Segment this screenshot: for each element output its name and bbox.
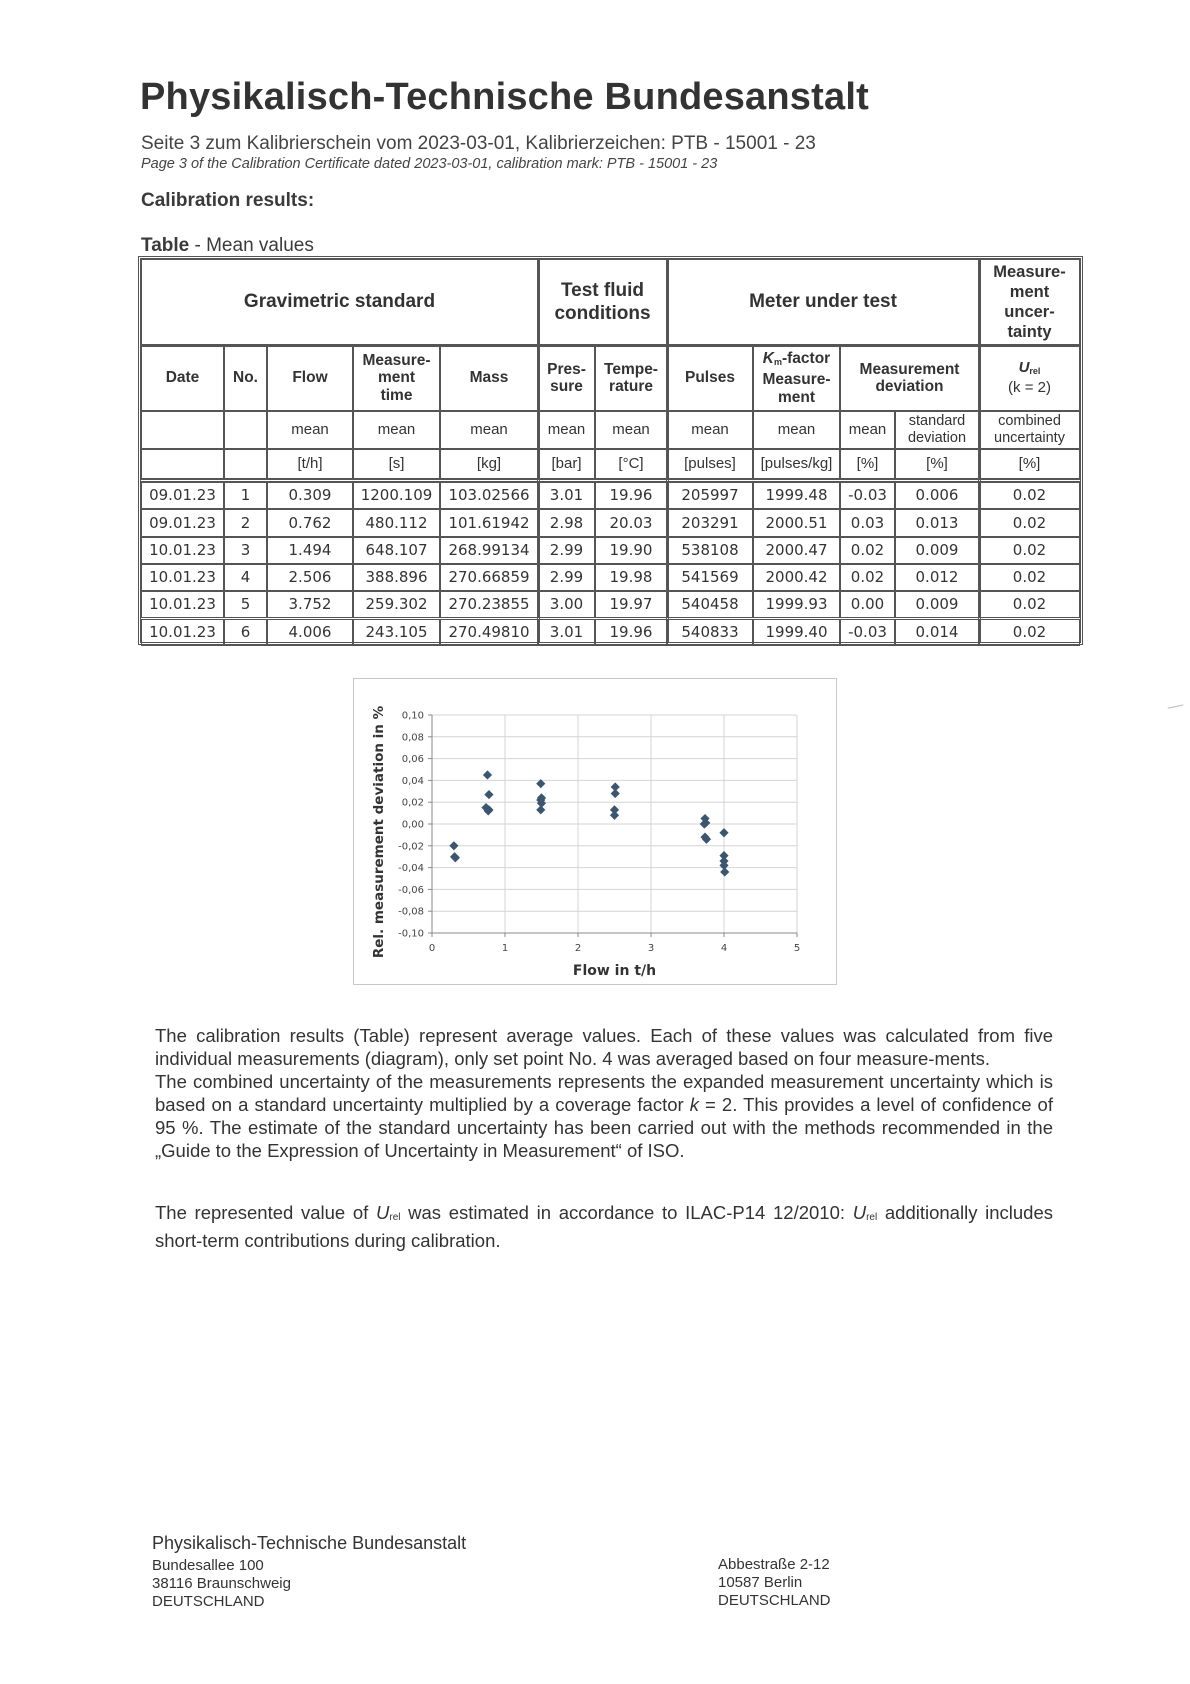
column-header-km-factor [753, 345, 840, 411]
data-point [610, 811, 619, 820]
column-header-deviation [840, 345, 979, 411]
table-cell [840, 619, 895, 646]
unit-label-dev_mean [840, 449, 895, 479]
cell-value: 268.99134 [448, 540, 530, 559]
cell-value: 1999.40 [765, 622, 828, 641]
table-cell [595, 482, 667, 509]
k-symbol: k [689, 1094, 699, 1115]
unit-label-mass [440, 449, 538, 479]
cell-value: 3.752 [288, 595, 332, 614]
cell-value: 10.01.23 [149, 622, 216, 641]
unit-label: [bar] [551, 454, 582, 472]
table-cell [979, 509, 1080, 536]
group-label: Measure-ment uncer-tainty [993, 263, 1066, 341]
cell-value: 5 [240, 595, 251, 614]
table-cell [440, 482, 538, 509]
y-tick-label: 0,10 [401, 710, 424, 722]
cell-value: 1 [240, 486, 251, 505]
table-cell [224, 482, 267, 509]
data-point [719, 828, 728, 837]
table-cell [667, 591, 753, 618]
cell-value: 3.00 [549, 595, 584, 614]
unit-label: [pulses] [684, 454, 736, 472]
y-tick-label: -0,04 [398, 863, 424, 875]
header-label: Measure-ment time [362, 351, 431, 404]
table-cell [224, 619, 267, 646]
cell-value: 19.96 [609, 486, 653, 505]
unit-label-flow [267, 449, 353, 479]
cell-value: 0.012 [915, 568, 959, 587]
cell-value: 19.96 [609, 622, 653, 641]
y-axis-label: Rel. measurement deviation in % [371, 705, 387, 959]
stat-label-pressure [538, 411, 595, 449]
km-label [762, 350, 832, 406]
table-cell [840, 482, 895, 509]
data-point [451, 853, 460, 862]
stat-label-km [753, 411, 840, 449]
table-cell [353, 619, 440, 646]
cell-value: -0.03 [848, 486, 887, 505]
table-cell [353, 564, 440, 591]
stat-label-temperature [595, 411, 667, 449]
cell-value: 2.99 [549, 540, 584, 559]
footer-organisation: Physikalisch-Technische Bundesanstalt [152, 1533, 467, 1553]
stat-label-urel [979, 411, 1080, 449]
table-cell [895, 564, 979, 591]
table-cell [840, 537, 895, 564]
table-cell [895, 619, 979, 646]
cell-value: 480.112 [365, 513, 428, 532]
cell-value: 10.01.23 [149, 540, 216, 559]
cell-value: 2 [240, 513, 251, 532]
group-label: Gravimetric standard [243, 291, 436, 313]
x-axis-label: Flow in t/h [572, 963, 657, 979]
y-tick-label: 0,02 [401, 797, 424, 809]
unit-label-dev_std [895, 449, 979, 479]
table-cell [595, 619, 667, 646]
stat-cell-empty [224, 411, 267, 449]
data-point [449, 841, 458, 850]
cell-value: 0.309 [288, 486, 332, 505]
cell-value: 0.02 [1012, 622, 1047, 641]
cell-value: 3.01 [549, 486, 584, 505]
column-header-temperature [595, 345, 667, 411]
group-label: Meter under test [749, 291, 897, 313]
unit-label-pressure [538, 449, 595, 479]
column-header-date [141, 345, 224, 411]
table-cell [353, 591, 440, 618]
header-label: Date [165, 369, 200, 387]
cell-value: 1999.48 [765, 486, 828, 505]
y-tick-label: 0,04 [401, 775, 424, 787]
header-label: No. [233, 369, 258, 387]
table-cell [595, 537, 667, 564]
column-header-measurement-time [353, 345, 440, 411]
results-table [138, 256, 1083, 645]
table-cell [667, 564, 753, 591]
margin-mark [1168, 704, 1185, 712]
cell-value: 540458 [681, 595, 739, 614]
group-header-meter [667, 259, 979, 345]
unit-label-urel [979, 449, 1080, 479]
y-tick-label: -0,08 [398, 906, 424, 918]
address-line: Abbestraße 2-12 [718, 1556, 830, 1573]
header-label: Pres-sure [547, 360, 586, 395]
table-cell [538, 509, 595, 536]
table-cell [141, 509, 224, 536]
cell-value: 270.23855 [448, 595, 530, 614]
urel-paragraph [155, 1201, 1053, 1252]
data-point [536, 805, 545, 814]
cell-value: 0.014 [915, 622, 959, 641]
table-cell [895, 482, 979, 509]
unit-cell-empty [224, 449, 267, 479]
km-label-rest: -factor [781, 349, 831, 367]
unit-label: [kg] [476, 454, 502, 472]
table-cell [353, 509, 440, 536]
table-cell [753, 509, 840, 536]
paragraph-text: The represented value of [155, 1202, 376, 1223]
x-tick-label: 1 [501, 943, 509, 954]
cell-value: 19.90 [609, 540, 653, 559]
cell-value: 1.494 [288, 540, 332, 559]
cell-value: 09.01.23 [149, 513, 216, 532]
stat-label-time [353, 411, 440, 449]
cell-value: 648.107 [365, 540, 428, 559]
table-cell [267, 482, 353, 509]
unit-label: [%] [856, 454, 879, 472]
group-label: Test fluid conditions [554, 280, 651, 324]
cell-value: 103.02566 [448, 486, 530, 505]
cell-value: 19.98 [609, 568, 653, 587]
table-cell [267, 564, 353, 591]
table-cell [595, 509, 667, 536]
cell-value: 2000.47 [765, 540, 828, 559]
y-tick-label: -0,06 [398, 884, 424, 896]
address-line: 38116 Braunschweig [152, 1575, 291, 1592]
x-tick-label: 0 [428, 943, 436, 954]
stat-label: mean [691, 420, 729, 438]
stat-label: mean [470, 420, 508, 438]
table-caption-text: - Mean values [189, 235, 314, 256]
column-header-urel [979, 345, 1080, 411]
cell-value: 4 [240, 568, 251, 587]
unit-label: [pulses/kg] [760, 454, 833, 472]
x-tick-label: 4 [720, 943, 728, 954]
unit-label-pulses [667, 449, 753, 479]
footer-address-braunschweig [152, 1557, 291, 1611]
column-header-pulses [667, 345, 753, 411]
table-cell [141, 537, 224, 564]
paragraph-text: additionally includes short-term contributions during calibration. [155, 1202, 1053, 1251]
table-cell [440, 619, 538, 646]
column-group-divider [537, 259, 540, 642]
table-cell [224, 537, 267, 564]
table-cell [440, 564, 538, 591]
cell-value: 0.009 [915, 540, 959, 559]
table-cell [753, 591, 840, 618]
stat-label: mean [848, 420, 887, 438]
row-group-divider [141, 344, 1080, 347]
cell-value: 2000.42 [765, 568, 828, 587]
unit-label-temperature [595, 449, 667, 479]
unit-label-time [353, 449, 440, 479]
table-cell [267, 537, 353, 564]
unit-cell-empty [141, 449, 224, 479]
table-cell [840, 509, 895, 536]
cell-value: 2.99 [549, 568, 584, 587]
group-header-test-fluid [538, 259, 667, 345]
cell-value: 205997 [681, 486, 739, 505]
table-cell [840, 564, 895, 591]
cell-value: 0.02 [1012, 595, 1047, 614]
cell-value: 541569 [681, 568, 739, 587]
stat-label: standard deviation [907, 413, 967, 446]
table-caption-label: Table [141, 235, 190, 256]
table-cell [440, 591, 538, 618]
cell-value: 0.02 [1012, 486, 1047, 505]
table-cell [979, 537, 1080, 564]
cell-value: 10.01.23 [149, 595, 216, 614]
unit-label: [%] [1018, 454, 1041, 472]
cell-value: 270.66859 [448, 568, 530, 587]
stat-label: mean [291, 420, 329, 438]
stat-label: combined uncertainty [994, 413, 1065, 446]
cell-value: 09.01.23 [149, 486, 216, 505]
subtitle-german: Seite 3 zum Kalibrierschein vom 2023-03-01, Kalibrierzeichen: PTB - 15001 - 23 [141, 133, 816, 154]
cell-value: 2000.51 [765, 513, 828, 532]
x-tick-label: 5 [793, 943, 801, 954]
column-header-pressure [538, 345, 595, 411]
cell-value: 101.61942 [448, 513, 530, 532]
column-header-no [224, 345, 267, 411]
table-cell [895, 591, 979, 618]
urel-k-label: (k = 2) [1008, 378, 1051, 396]
unit-label: [s] [388, 454, 405, 472]
table-cell [538, 482, 595, 509]
data-point [484, 790, 493, 799]
cell-value: 0.00 [850, 595, 885, 614]
data-point [720, 867, 729, 876]
km-symbol: K [762, 349, 774, 367]
column-header-flow [267, 345, 353, 411]
unit-label: [t/h] [297, 454, 323, 472]
deviation-chart [353, 678, 837, 985]
header-label: Mass [469, 369, 509, 387]
paragraph-text: was estimated in accordance to ILAC-P14 12/2010: [400, 1202, 853, 1223]
table-cell [667, 509, 753, 536]
stat-label-dev_std [895, 411, 979, 449]
table-cell [141, 564, 224, 591]
cell-value: 10.01.23 [149, 568, 216, 587]
table-cell [979, 591, 1080, 618]
y-tick-label: -0,02 [398, 841, 424, 853]
table-caption [141, 235, 314, 257]
table-cell [538, 619, 595, 646]
y-tick-label: 0,08 [401, 732, 424, 744]
cell-value: 388.896 [365, 568, 428, 587]
group-header-gravimetric [141, 259, 538, 345]
cell-value: 0.02 [850, 540, 885, 559]
header-label: Tempe-rature [604, 360, 658, 395]
table-cell [595, 591, 667, 618]
table-cell [895, 509, 979, 536]
stat-cell-empty [141, 411, 224, 449]
stat-label-flow [267, 411, 353, 449]
table-cell [267, 591, 353, 618]
cell-value: 19.97 [609, 595, 653, 614]
table-cell [538, 591, 595, 618]
table-cell [667, 537, 753, 564]
stat-label: mean [377, 420, 416, 438]
header-label: Pulses [685, 369, 735, 387]
paragraph-uncertainty [155, 1070, 1053, 1162]
urel-subscript: rel [389, 1212, 401, 1223]
stat-label-dev_mean [840, 411, 895, 449]
stat-label: mean [612, 420, 650, 438]
table-cell [440, 537, 538, 564]
table-cell [267, 509, 353, 536]
x-tick-label: 2 [574, 943, 582, 954]
cell-value: 2.98 [549, 513, 584, 532]
cell-value: 259.302 [365, 595, 428, 614]
stat-label: mean [777, 420, 816, 438]
table-cell [141, 591, 224, 618]
cell-value: -0.03 [848, 622, 887, 641]
table-cell [753, 537, 840, 564]
km-subscript: m [773, 356, 782, 367]
table-cell [224, 564, 267, 591]
y-tick-label: 0,00 [401, 819, 424, 831]
paragraph-averages: The calibration results (Table) represent average values. Each of these values was calculated from five individual measurements (diagram), only set point No. 4 was averaged based on four measure-ments. [155, 1025, 1053, 1069]
column-group-divider [978, 259, 981, 642]
table-cell [141, 482, 224, 509]
paragraph-text: = 2. This provides a level of confidence of 95 %. The estimate of the standard uncertainty has been carried out with the methods recommended in the „Guide to the Expression of Uncertainty in Measurement“ of ISO. [155, 1094, 1053, 1161]
x-tick-label: 3 [647, 943, 655, 954]
cell-value: 0.013 [915, 513, 959, 532]
cell-value: 3.01 [549, 622, 584, 641]
cell-value: 203291 [681, 513, 739, 532]
cell-value: 270.49810 [448, 622, 530, 641]
page-title: Physikalisch-Technische Bundesanstalt [140, 76, 869, 118]
cell-value: 0.03 [850, 513, 885, 532]
cell-value: 0.02 [850, 568, 885, 587]
cell-value: 0.02 [1012, 568, 1047, 587]
y-tick-label: -0,10 [398, 928, 424, 940]
urel-symbol: U [1018, 358, 1030, 376]
cell-value: 538108 [681, 540, 739, 559]
table-cell [267, 619, 353, 646]
table-cell [753, 564, 840, 591]
unit-label-km [753, 449, 840, 479]
table-cell [353, 537, 440, 564]
urel-symbol: U [852, 1202, 867, 1223]
km-label-line2: Measure-ment [762, 371, 831, 406]
cell-value: 540833 [681, 622, 739, 641]
cell-value: 2.506 [288, 568, 332, 587]
stat-label: mean [547, 420, 586, 438]
table-cell [667, 482, 753, 509]
urel-subscript: rel [866, 1212, 878, 1223]
column-header-mass [440, 345, 538, 411]
subtitle-english: Page 3 of the Calibration Certificate dated 2023-03-01, calibration mark: PTB - 15001 - 23 [141, 156, 718, 172]
table-cell [840, 591, 895, 618]
paragraph-text: The combined uncertainty of the measurements represents the expanded measurement uncertainty which is based on a standard uncertainty multiplied by a coverage factor [155, 1071, 1053, 1115]
y-tick-label: 0,06 [401, 754, 424, 766]
header-label: Measurement deviation [859, 360, 960, 395]
row-group-divider [141, 479, 1080, 482]
table-cell [979, 564, 1080, 591]
section-heading: Calibration results: [141, 190, 315, 211]
explanation-paragraph [155, 1024, 1053, 1162]
address-line: 10587 Berlin [718, 1574, 803, 1591]
cell-value: 3 [240, 540, 251, 559]
cell-value: 0.762 [288, 513, 332, 532]
table-cell [979, 619, 1080, 646]
stat-label-pulses [667, 411, 753, 449]
urel-label [1008, 360, 1051, 397]
cell-value: 0.009 [915, 595, 959, 614]
table-cell [440, 509, 538, 536]
urel-symbol: U [375, 1202, 390, 1223]
cell-value: 4.006 [288, 622, 332, 641]
stat-label-mass [440, 411, 538, 449]
unit-label: [%] [926, 454, 948, 472]
data-point [483, 770, 492, 779]
table-cell [538, 537, 595, 564]
address-line: Bundesallee 100 [152, 1557, 264, 1574]
address-line: DEUTSCHLAND [718, 1592, 831, 1609]
cell-value: 1200.109 [360, 486, 433, 505]
table-cell [353, 482, 440, 509]
footer-address-berlin [718, 1556, 831, 1610]
cell-value: 0.02 [1012, 540, 1047, 559]
cell-value: 243.105 [365, 622, 428, 641]
table-cell [753, 619, 840, 646]
cell-value: 20.03 [609, 513, 653, 532]
address-line: DEUTSCHLAND [152, 1593, 265, 1610]
cell-value: 0.006 [915, 486, 959, 505]
table-cell [895, 537, 979, 564]
table-cell [753, 482, 840, 509]
column-group-divider [666, 259, 669, 642]
data-point [611, 789, 620, 798]
cell-value: 1999.93 [765, 595, 828, 614]
unit-label: [°C] [618, 454, 644, 472]
cell-value: 0.02 [1012, 513, 1047, 532]
chart-svg [354, 679, 838, 986]
table-cell [141, 619, 224, 646]
group-header-uncertainty [979, 259, 1080, 345]
table-cell [224, 591, 267, 618]
table-cell [595, 564, 667, 591]
table-cell [538, 564, 595, 591]
header-label: Flow [292, 369, 328, 387]
urel-subscript: rel [1029, 365, 1041, 376]
table-cell [224, 509, 267, 536]
table-cell [979, 482, 1080, 509]
table-cell [667, 619, 753, 646]
cell-value: 6 [240, 622, 251, 641]
